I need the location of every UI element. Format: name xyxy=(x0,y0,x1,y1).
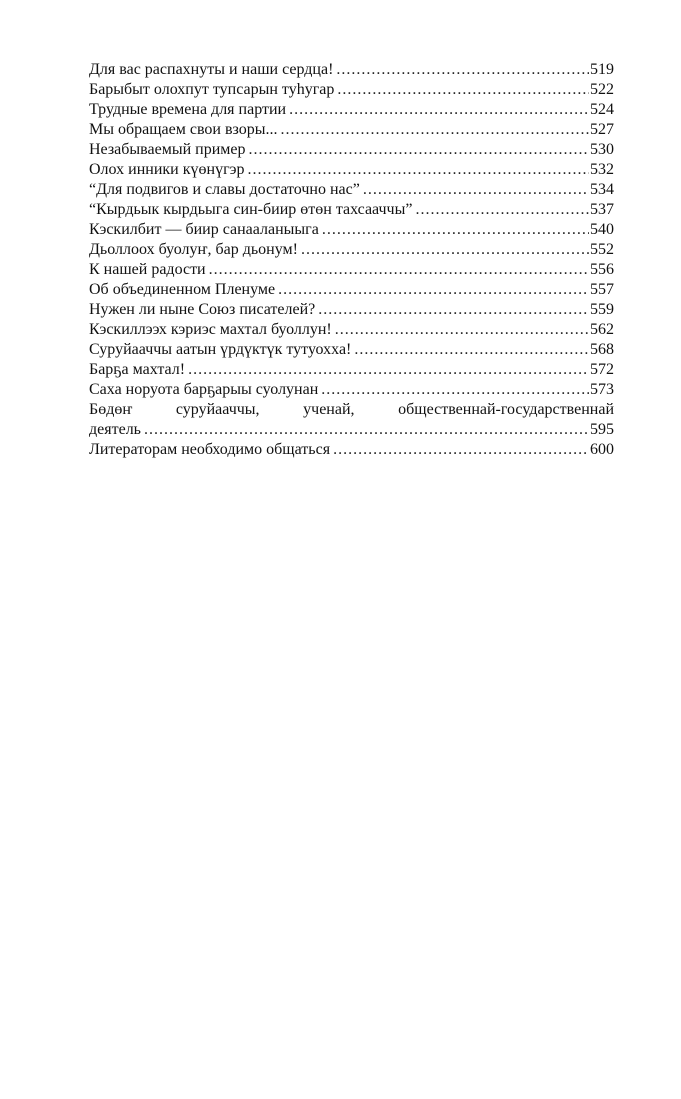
toc-entry-page: 522 xyxy=(590,81,614,98)
toc-entry-page: 530 xyxy=(590,141,614,158)
toc-entry-title: “Кырдьык кырдьыга син-биир өтөн тахсааччы” xyxy=(89,201,413,218)
toc-dot-leader xyxy=(363,180,589,200)
toc-entry-page: 532 xyxy=(590,161,614,178)
table-of-contents xyxy=(89,60,614,460)
toc-entry-wrapped xyxy=(89,400,614,440)
toc-entry xyxy=(89,260,614,280)
toc-entry-title: Нужен ли ныне Союз писателей? xyxy=(89,301,316,318)
toc-entry-last xyxy=(89,440,614,460)
toc-entry-page: 595 xyxy=(590,421,614,438)
toc-entry-page: 556 xyxy=(590,261,614,278)
toc-entry xyxy=(89,240,614,260)
toc-entry-title: Суруйааччы аатын үрдүктүк тутуохха! xyxy=(89,341,352,358)
toc-dot-leader xyxy=(336,60,589,80)
toc-entry-list xyxy=(89,60,614,400)
toc-entry-title: Для вас распахнуты и наши сердца! xyxy=(89,61,334,78)
toc-dot-leader xyxy=(318,300,589,320)
toc-entry-page: 540 xyxy=(590,221,614,238)
toc-dot-leader xyxy=(209,260,589,280)
toc-entry xyxy=(89,360,614,380)
toc-dot-leader xyxy=(322,220,589,240)
toc-entry-title-line2: деятель xyxy=(89,421,141,438)
toc-entry-title: Мы обращаем свои взоры... xyxy=(89,121,278,138)
toc-dot-leader xyxy=(337,80,589,100)
toc-dot-leader xyxy=(301,240,589,260)
toc-entry-page: 537 xyxy=(590,201,614,218)
toc-entry xyxy=(89,120,614,140)
toc-dot-leader xyxy=(321,380,589,400)
toc-dot-leader xyxy=(333,440,589,460)
toc-entry-page: 524 xyxy=(590,101,614,118)
toc-entry xyxy=(89,60,614,80)
toc-entry xyxy=(89,160,614,180)
toc-entry-title: Дьоллоох буолуҥ, бар дьонум! xyxy=(89,241,298,258)
toc-dot-leader xyxy=(415,200,589,220)
toc-entry xyxy=(89,280,614,300)
toc-entry xyxy=(89,140,614,160)
toc-entry-title: Трудные времена для партии xyxy=(89,101,287,118)
toc-dot-leader xyxy=(278,280,589,300)
toc-entry-title: Саха норуота барҕарыы суолунан xyxy=(89,381,319,398)
toc-entry xyxy=(89,80,614,100)
toc-entry-page: 527 xyxy=(590,121,614,138)
toc-entry-page: 519 xyxy=(590,61,614,78)
toc-entry-title: Барыбыт олохпут тупсарын туhугар xyxy=(89,81,335,98)
toc-entry xyxy=(89,100,614,120)
toc-entry xyxy=(89,180,614,200)
toc-dot-leader xyxy=(289,100,589,120)
toc-entry-page: 562 xyxy=(590,321,614,338)
toc-entry xyxy=(89,380,614,400)
toc-entry-title-line1: Бөдөҥ суруйааччы, ученай, общественнай-государственнай xyxy=(89,401,614,418)
toc-entry-page: 600 xyxy=(590,441,614,458)
toc-entry-title: “Для подвигов и славы достаточно нас” xyxy=(89,181,360,198)
toc-dot-leader xyxy=(354,340,589,360)
toc-entry-continuation xyxy=(89,420,614,440)
toc-entry xyxy=(89,300,614,320)
toc-entry xyxy=(89,340,614,360)
toc-dot-leader xyxy=(281,120,589,140)
toc-entry-page: 534 xyxy=(590,181,614,198)
toc-entry-title: Об объединенном Пленуме xyxy=(89,281,276,298)
toc-entry-title: Барҕа махтал! xyxy=(89,361,186,378)
toc-entry-title: Литераторам необходимо общаться xyxy=(89,441,331,458)
toc-dot-leader xyxy=(248,160,590,180)
toc-entry-page: 568 xyxy=(590,341,614,358)
toc-entry-title: Незабываемый пример xyxy=(89,141,246,158)
toc-entry xyxy=(89,200,614,220)
toc-entry-title: Кэскиллээх кэриэс махтал буоллун! xyxy=(89,321,332,338)
toc-entry-page: 552 xyxy=(590,241,614,258)
toc-entry-page: 557 xyxy=(590,281,614,298)
toc-entry xyxy=(89,220,614,240)
toc-entry-page: 572 xyxy=(590,361,614,378)
toc-dot-leader xyxy=(144,420,589,440)
toc-entry-page: 559 xyxy=(590,301,614,318)
toc-entry-page: 573 xyxy=(590,381,614,398)
toc-dot-leader xyxy=(249,140,590,160)
toc-entry-title: К нашей радости xyxy=(89,261,206,278)
toc-dot-leader xyxy=(335,320,589,340)
toc-entry xyxy=(89,320,614,340)
toc-entry-title: Олох инники күөнүгэр xyxy=(89,161,245,178)
toc-dot-leader xyxy=(188,360,589,380)
toc-entry-title: Кэскилбит — биир санааланыыга xyxy=(89,221,319,238)
